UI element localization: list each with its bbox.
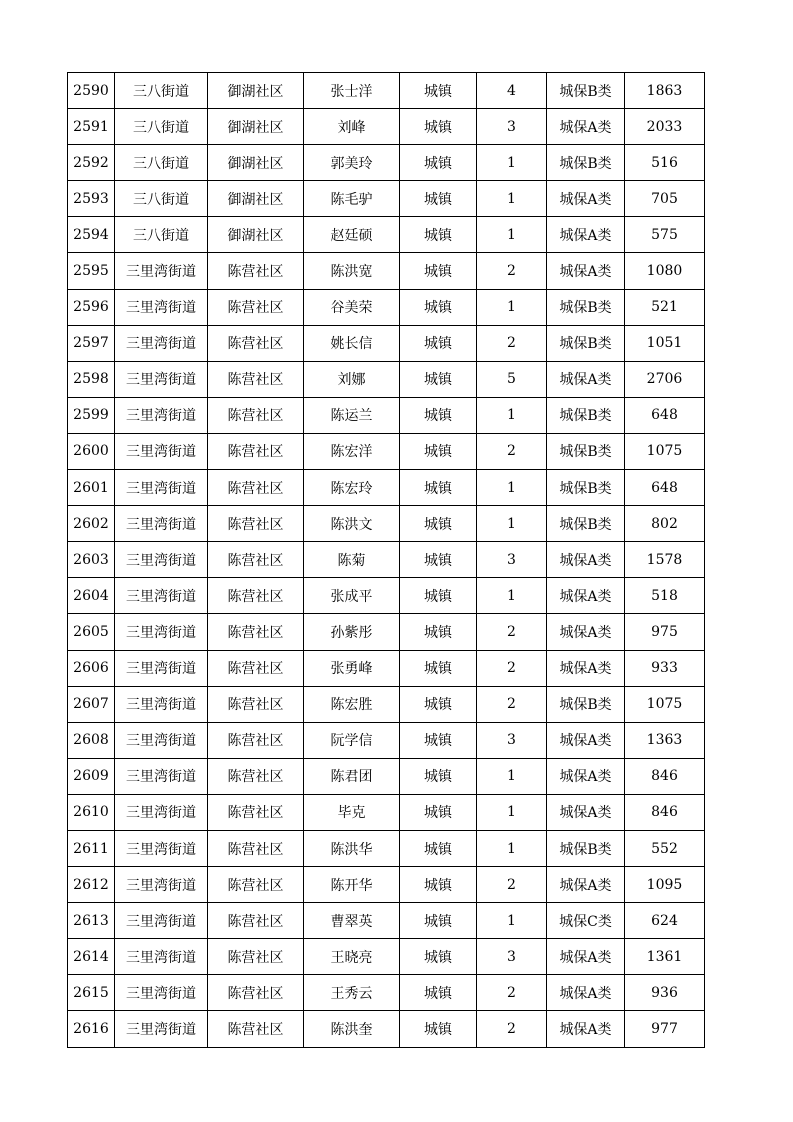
person-count-cell: 1 bbox=[477, 289, 547, 325]
street-cell: 三里湾街道 bbox=[115, 722, 208, 758]
table-row bbox=[68, 794, 705, 830]
household-type-cell: 城镇 bbox=[400, 289, 477, 325]
community-cell: 陈营社区 bbox=[208, 758, 304, 794]
amount-cell: 575 bbox=[625, 217, 705, 253]
row-number-cell: 2598 bbox=[68, 361, 115, 397]
person-count-cell: 2 bbox=[477, 650, 547, 686]
name-cell: 毕克 bbox=[304, 794, 400, 830]
category-cell: 城保A类 bbox=[547, 361, 625, 397]
person-count-cell: 2 bbox=[477, 614, 547, 650]
name-cell: 陈毛驴 bbox=[304, 181, 400, 217]
person-count-cell: 2 bbox=[477, 325, 547, 361]
name-cell: 陈开华 bbox=[304, 867, 400, 903]
amount-cell: 1075 bbox=[625, 433, 705, 469]
category-cell: 城保B类 bbox=[547, 325, 625, 361]
street-cell: 三八街道 bbox=[115, 73, 208, 109]
household-type-cell: 城镇 bbox=[400, 109, 477, 145]
row-number-cell: 2602 bbox=[68, 506, 115, 542]
person-count-cell: 1 bbox=[477, 217, 547, 253]
community-cell: 陈营社区 bbox=[208, 542, 304, 578]
name-cell: 曹翠英 bbox=[304, 903, 400, 939]
row-number-cell: 2607 bbox=[68, 686, 115, 722]
table-row bbox=[68, 1011, 705, 1047]
name-cell: 王秀云 bbox=[304, 975, 400, 1011]
household-type-cell: 城镇 bbox=[400, 325, 477, 361]
amount-cell: 1051 bbox=[625, 325, 705, 361]
table-row bbox=[68, 433, 705, 469]
row-number-cell: 2594 bbox=[68, 217, 115, 253]
amount-cell: 936 bbox=[625, 975, 705, 1011]
category-cell: 城保A类 bbox=[547, 217, 625, 253]
row-number-cell: 2606 bbox=[68, 650, 115, 686]
name-cell: 陈洪宽 bbox=[304, 253, 400, 289]
category-cell: 城保B类 bbox=[547, 686, 625, 722]
community-cell: 陈营社区 bbox=[208, 903, 304, 939]
table-row bbox=[68, 939, 705, 975]
amount-cell: 2706 bbox=[625, 361, 705, 397]
community-cell: 陈营社区 bbox=[208, 722, 304, 758]
name-cell: 王晓亮 bbox=[304, 939, 400, 975]
household-type-cell: 城镇 bbox=[400, 181, 477, 217]
name-cell: 陈宏玲 bbox=[304, 470, 400, 506]
category-cell: 城保A类 bbox=[547, 758, 625, 794]
row-number-cell: 2611 bbox=[68, 830, 115, 866]
person-count-cell: 2 bbox=[477, 253, 547, 289]
amount-cell: 516 bbox=[625, 145, 705, 181]
household-type-cell: 城镇 bbox=[400, 73, 477, 109]
person-count-cell: 2 bbox=[477, 1011, 547, 1047]
name-cell: 孙紫彤 bbox=[304, 614, 400, 650]
community-cell: 陈营社区 bbox=[208, 506, 304, 542]
name-cell: 阮学信 bbox=[304, 722, 400, 758]
table-row bbox=[68, 217, 705, 253]
row-number-cell: 2593 bbox=[68, 181, 115, 217]
category-cell: 城保B类 bbox=[547, 73, 625, 109]
row-number-cell: 2605 bbox=[68, 614, 115, 650]
amount-cell: 1578 bbox=[625, 542, 705, 578]
amount-cell: 846 bbox=[625, 758, 705, 794]
household-type-cell: 城镇 bbox=[400, 433, 477, 469]
table-row bbox=[68, 289, 705, 325]
household-type-cell: 城镇 bbox=[400, 830, 477, 866]
household-type-cell: 城镇 bbox=[400, 253, 477, 289]
amount-cell: 552 bbox=[625, 830, 705, 866]
street-cell: 三里湾街道 bbox=[115, 975, 208, 1011]
household-type-cell: 城镇 bbox=[400, 903, 477, 939]
household-type-cell: 城镇 bbox=[400, 722, 477, 758]
street-cell: 三里湾街道 bbox=[115, 939, 208, 975]
category-cell: 城保A类 bbox=[547, 614, 625, 650]
community-cell: 御湖社区 bbox=[208, 109, 304, 145]
category-cell: 城保B类 bbox=[547, 397, 625, 433]
amount-cell: 1863 bbox=[625, 73, 705, 109]
category-cell: 城保A类 bbox=[547, 109, 625, 145]
street-cell: 三里湾街道 bbox=[115, 325, 208, 361]
street-cell: 三里湾街道 bbox=[115, 650, 208, 686]
street-cell: 三里湾街道 bbox=[115, 686, 208, 722]
amount-cell: 1080 bbox=[625, 253, 705, 289]
name-cell: 刘娜 bbox=[304, 361, 400, 397]
table-row bbox=[68, 361, 705, 397]
amount-cell: 1363 bbox=[625, 722, 705, 758]
household-type-cell: 城镇 bbox=[400, 975, 477, 1011]
community-cell: 陈营社区 bbox=[208, 867, 304, 903]
street-cell: 三八街道 bbox=[115, 181, 208, 217]
street-cell: 三里湾街道 bbox=[115, 506, 208, 542]
amount-cell: 1075 bbox=[625, 686, 705, 722]
household-type-cell: 城镇 bbox=[400, 578, 477, 614]
row-number-cell: 2616 bbox=[68, 1011, 115, 1047]
name-cell: 陈宏胜 bbox=[304, 686, 400, 722]
row-number-cell: 2597 bbox=[68, 325, 115, 361]
category-cell: 城保A类 bbox=[547, 1011, 625, 1047]
community-cell: 陈营社区 bbox=[208, 433, 304, 469]
row-number-cell: 2608 bbox=[68, 722, 115, 758]
name-cell: 张成平 bbox=[304, 578, 400, 614]
person-count-cell: 1 bbox=[477, 830, 547, 866]
person-count-cell: 3 bbox=[477, 109, 547, 145]
amount-cell: 648 bbox=[625, 397, 705, 433]
community-cell: 陈营社区 bbox=[208, 614, 304, 650]
row-number-cell: 2590 bbox=[68, 73, 115, 109]
category-cell: 城保A类 bbox=[547, 181, 625, 217]
person-count-cell: 1 bbox=[477, 397, 547, 433]
street-cell: 三里湾街道 bbox=[115, 758, 208, 794]
person-count-cell: 1 bbox=[477, 794, 547, 830]
amount-cell: 648 bbox=[625, 470, 705, 506]
community-cell: 陈营社区 bbox=[208, 253, 304, 289]
community-cell: 陈营社区 bbox=[208, 289, 304, 325]
table-row bbox=[68, 397, 705, 433]
household-type-cell: 城镇 bbox=[400, 397, 477, 433]
person-count-cell: 1 bbox=[477, 470, 547, 506]
table-row bbox=[68, 578, 705, 614]
person-count-cell: 1 bbox=[477, 578, 547, 614]
household-type-cell: 城镇 bbox=[400, 650, 477, 686]
household-type-cell: 城镇 bbox=[400, 939, 477, 975]
person-count-cell: 1 bbox=[477, 181, 547, 217]
community-cell: 陈营社区 bbox=[208, 397, 304, 433]
table-row bbox=[68, 614, 705, 650]
street-cell: 三里湾街道 bbox=[115, 289, 208, 325]
amount-cell: 705 bbox=[625, 181, 705, 217]
street-cell: 三八街道 bbox=[115, 109, 208, 145]
category-cell: 城保B类 bbox=[547, 470, 625, 506]
community-cell: 陈营社区 bbox=[208, 1011, 304, 1047]
amount-cell: 1095 bbox=[625, 867, 705, 903]
amount-cell: 2033 bbox=[625, 109, 705, 145]
row-number-cell: 2604 bbox=[68, 578, 115, 614]
street-cell: 三里湾街道 bbox=[115, 397, 208, 433]
row-number-cell: 2591 bbox=[68, 109, 115, 145]
community-cell: 陈营社区 bbox=[208, 794, 304, 830]
household-type-cell: 城镇 bbox=[400, 794, 477, 830]
category-cell: 城保A类 bbox=[547, 542, 625, 578]
category-cell: 城保A类 bbox=[547, 650, 625, 686]
household-type-cell: 城镇 bbox=[400, 506, 477, 542]
amount-cell: 802 bbox=[625, 506, 705, 542]
community-cell: 御湖社区 bbox=[208, 217, 304, 253]
name-cell: 陈洪奎 bbox=[304, 1011, 400, 1047]
household-type-cell: 城镇 bbox=[400, 758, 477, 794]
table-row bbox=[68, 975, 705, 1011]
household-type-cell: 城镇 bbox=[400, 542, 477, 578]
person-count-cell: 3 bbox=[477, 722, 547, 758]
amount-cell: 518 bbox=[625, 578, 705, 614]
row-number-cell: 2613 bbox=[68, 903, 115, 939]
street-cell: 三里湾街道 bbox=[115, 903, 208, 939]
data-table bbox=[67, 72, 705, 1048]
street-cell: 三里湾街道 bbox=[115, 542, 208, 578]
row-number-cell: 2610 bbox=[68, 794, 115, 830]
category-cell: 城保A类 bbox=[547, 578, 625, 614]
row-number-cell: 2601 bbox=[68, 470, 115, 506]
row-number-cell: 2596 bbox=[68, 289, 115, 325]
table-row bbox=[68, 758, 705, 794]
table-row bbox=[68, 253, 705, 289]
household-type-cell: 城镇 bbox=[400, 686, 477, 722]
household-type-cell: 城镇 bbox=[400, 361, 477, 397]
person-count-cell: 2 bbox=[477, 975, 547, 1011]
category-cell: 城保C类 bbox=[547, 903, 625, 939]
community-cell: 陈营社区 bbox=[208, 578, 304, 614]
table-body bbox=[68, 73, 705, 1048]
name-cell: 郭美玲 bbox=[304, 145, 400, 181]
table-row bbox=[68, 903, 705, 939]
row-number-cell: 2615 bbox=[68, 975, 115, 1011]
street-cell: 三里湾街道 bbox=[115, 794, 208, 830]
row-number-cell: 2609 bbox=[68, 758, 115, 794]
table-row bbox=[68, 830, 705, 866]
street-cell: 三八街道 bbox=[115, 217, 208, 253]
street-cell: 三里湾街道 bbox=[115, 830, 208, 866]
category-cell: 城保A类 bbox=[547, 939, 625, 975]
table-row bbox=[68, 542, 705, 578]
name-cell: 陈洪华 bbox=[304, 830, 400, 866]
person-count-cell: 4 bbox=[477, 73, 547, 109]
category-cell: 城保A类 bbox=[547, 794, 625, 830]
row-number-cell: 2600 bbox=[68, 433, 115, 469]
name-cell: 张士洋 bbox=[304, 73, 400, 109]
category-cell: 城保A类 bbox=[547, 253, 625, 289]
name-cell: 陈运兰 bbox=[304, 397, 400, 433]
community-cell: 御湖社区 bbox=[208, 181, 304, 217]
name-cell: 陈君团 bbox=[304, 758, 400, 794]
street-cell: 三里湾街道 bbox=[115, 361, 208, 397]
category-cell: 城保A类 bbox=[547, 867, 625, 903]
name-cell: 赵廷硕 bbox=[304, 217, 400, 253]
community-cell: 陈营社区 bbox=[208, 686, 304, 722]
person-count-cell: 3 bbox=[477, 939, 547, 975]
street-cell: 三里湾街道 bbox=[115, 433, 208, 469]
street-cell: 三里湾街道 bbox=[115, 253, 208, 289]
table-row bbox=[68, 73, 705, 109]
name-cell: 张勇峰 bbox=[304, 650, 400, 686]
household-type-cell: 城镇 bbox=[400, 217, 477, 253]
name-cell: 谷美荣 bbox=[304, 289, 400, 325]
street-cell: 三里湾街道 bbox=[115, 1011, 208, 1047]
category-cell: 城保B类 bbox=[547, 506, 625, 542]
category-cell: 城保A类 bbox=[547, 722, 625, 758]
street-cell: 三八街道 bbox=[115, 145, 208, 181]
community-cell: 陈营社区 bbox=[208, 650, 304, 686]
amount-cell: 977 bbox=[625, 1011, 705, 1047]
person-count-cell: 1 bbox=[477, 145, 547, 181]
table-row bbox=[68, 506, 705, 542]
household-type-cell: 城镇 bbox=[400, 1011, 477, 1047]
row-number-cell: 2595 bbox=[68, 253, 115, 289]
table-row bbox=[68, 470, 705, 506]
community-cell: 陈营社区 bbox=[208, 975, 304, 1011]
table-row bbox=[68, 325, 705, 361]
table-row bbox=[68, 109, 705, 145]
community-cell: 御湖社区 bbox=[208, 145, 304, 181]
amount-cell: 933 bbox=[625, 650, 705, 686]
person-count-cell: 1 bbox=[477, 758, 547, 794]
name-cell: 陈宏洋 bbox=[304, 433, 400, 469]
household-type-cell: 城镇 bbox=[400, 614, 477, 650]
row-number-cell: 2612 bbox=[68, 867, 115, 903]
amount-cell: 1361 bbox=[625, 939, 705, 975]
table-row bbox=[68, 686, 705, 722]
category-cell: 城保B类 bbox=[547, 830, 625, 866]
row-number-cell: 2614 bbox=[68, 939, 115, 975]
person-count-cell: 2 bbox=[477, 686, 547, 722]
category-cell: 城保A类 bbox=[547, 975, 625, 1011]
table-row bbox=[68, 867, 705, 903]
row-number-cell: 2592 bbox=[68, 145, 115, 181]
person-count-cell: 1 bbox=[477, 903, 547, 939]
category-cell: 城保B类 bbox=[547, 289, 625, 325]
street-cell: 三里湾街道 bbox=[115, 867, 208, 903]
household-type-cell: 城镇 bbox=[400, 867, 477, 903]
table-row bbox=[68, 722, 705, 758]
street-cell: 三里湾街道 bbox=[115, 470, 208, 506]
household-type-cell: 城镇 bbox=[400, 145, 477, 181]
row-number-cell: 2603 bbox=[68, 542, 115, 578]
community-cell: 陈营社区 bbox=[208, 470, 304, 506]
table-row bbox=[68, 181, 705, 217]
street-cell: 三里湾街道 bbox=[115, 614, 208, 650]
category-cell: 城保B类 bbox=[547, 145, 625, 181]
table-row bbox=[68, 650, 705, 686]
community-cell: 陈营社区 bbox=[208, 361, 304, 397]
person-count-cell: 2 bbox=[477, 433, 547, 469]
person-count-cell: 5 bbox=[477, 361, 547, 397]
person-count-cell: 2 bbox=[477, 867, 547, 903]
amount-cell: 521 bbox=[625, 289, 705, 325]
community-cell: 陈营社区 bbox=[208, 939, 304, 975]
name-cell: 陈洪文 bbox=[304, 506, 400, 542]
name-cell: 姚长信 bbox=[304, 325, 400, 361]
name-cell: 陈菊 bbox=[304, 542, 400, 578]
community-cell: 陈营社区 bbox=[208, 830, 304, 866]
person-count-cell: 1 bbox=[477, 506, 547, 542]
community-cell: 御湖社区 bbox=[208, 73, 304, 109]
amount-cell: 624 bbox=[625, 903, 705, 939]
name-cell: 刘峰 bbox=[304, 109, 400, 145]
table-row bbox=[68, 145, 705, 181]
street-cell: 三里湾街道 bbox=[115, 578, 208, 614]
community-cell: 陈营社区 bbox=[208, 325, 304, 361]
person-count-cell: 3 bbox=[477, 542, 547, 578]
category-cell: 城保B类 bbox=[547, 433, 625, 469]
amount-cell: 975 bbox=[625, 614, 705, 650]
household-type-cell: 城镇 bbox=[400, 470, 477, 506]
row-number-cell: 2599 bbox=[68, 397, 115, 433]
amount-cell: 846 bbox=[625, 794, 705, 830]
